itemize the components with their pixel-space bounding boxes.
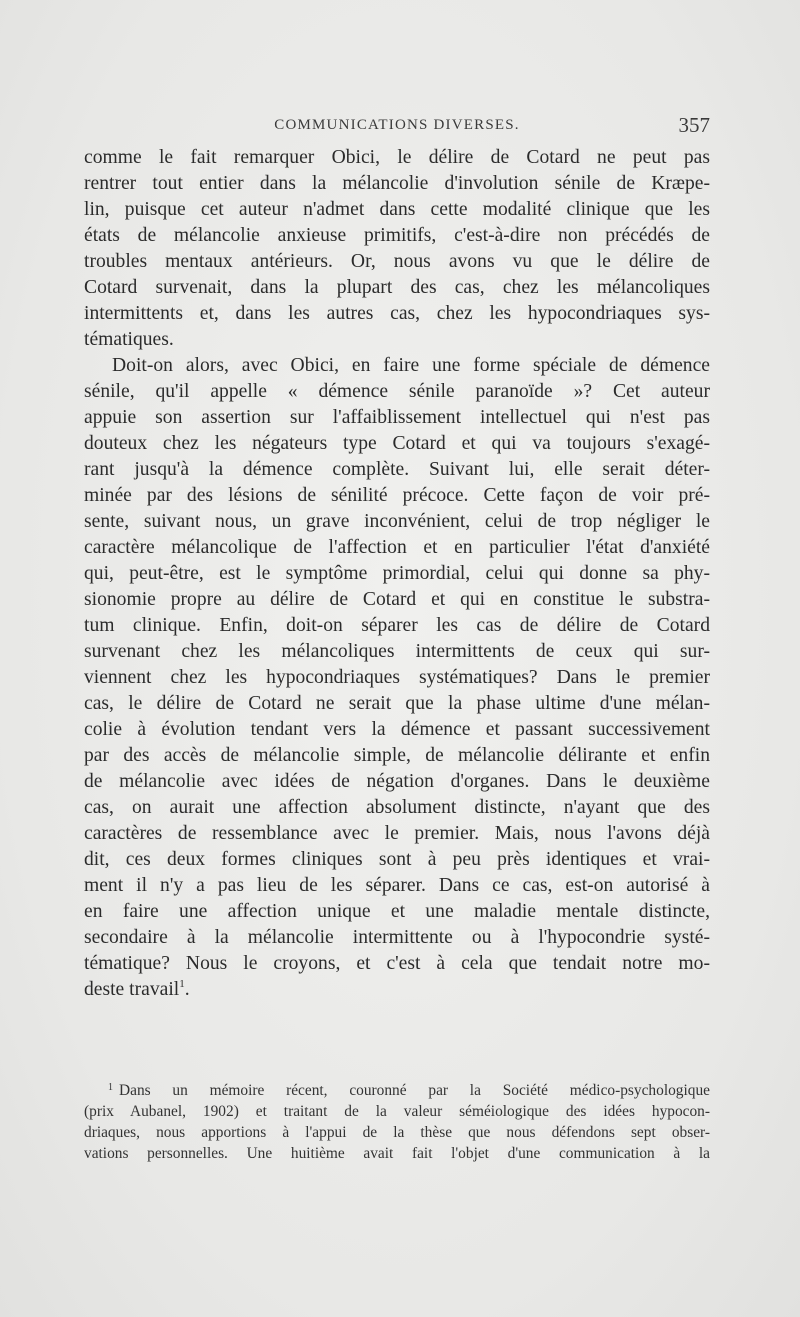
- footnote-line: vations personnelles. Une huitième avait fait l'objet d'une communication à la: [84, 1145, 710, 1162]
- text-line: rentrer tout entier dans la mélancolie d'involution sénile de Kræpe-: [84, 173, 710, 194]
- text-line: rant jusqu'à la démence complète. Suivant lui, elle serait déter-: [84, 459, 710, 480]
- footnote-text: Dans un mémoire récent, couronné par la Société médico-psychologique: [119, 1082, 710, 1099]
- text-line: tématiques.: [84, 329, 174, 350]
- text-line: sénile, qu'il appelle « démence sénile paranoïde »? Cet auteur: [84, 381, 710, 402]
- text-line-final: [84, 977, 710, 1003]
- page-number: 357: [678, 113, 710, 137]
- text-line: en faire une affection unique et une maladie mentale distincte,: [84, 901, 710, 922]
- text-line: tématique? Nous le croyons, et c'est à cela que tendait notre mo-: [84, 953, 710, 974]
- text-line: lin, puisque cet auteur n'admet dans cette modalité clinique que les: [84, 199, 710, 220]
- footnote-line: driaques, nous apportions à l'appui de la thèse que nous défendons sept obser-: [84, 1124, 710, 1141]
- paragraph-1: [84, 145, 710, 353]
- paragraph-2: [84, 353, 710, 1003]
- footnote-1: [84, 1080, 710, 1164]
- text-line: troubles mentaux antérieurs. Or, nous avons vu que le délire de: [84, 251, 710, 272]
- text-line: caractères de ressemblance avec le premier. Mais, nous l'avons déjà: [84, 823, 710, 844]
- text-line: comme le fait remarquer Obici, le délire de Cotard ne peut pas: [84, 147, 710, 168]
- footnote-line: [84, 1080, 710, 1101]
- text-line: minée par des lésions de sénilité précoce. Cette façon de voir pré-: [84, 485, 710, 506]
- body-text: [84, 145, 710, 1003]
- text-line: dit, ces deux formes cliniques sont à peu près identiques et vrai-: [84, 849, 710, 870]
- text-line: Doit-on alors, avec Obici, en faire une forme spéciale de démence: [112, 355, 710, 376]
- text-line: qui, peut-être, est le symptôme primordial, celui qui donne sa phy-: [84, 563, 710, 584]
- text-line: de mélancolie avec idées de négation d'organes. Dans le deuxième: [84, 771, 710, 792]
- text-line: colie à évolution tendant vers la démence et passant successivement: [84, 719, 710, 740]
- text-line: tum clinique. Enfin, doit-on séparer les cas de délire de Cotard: [84, 615, 710, 636]
- footnote-area: [84, 1080, 710, 1164]
- text-line: par des accès de mélancolie simple, de mélancolie délirante et enfin: [84, 745, 710, 766]
- text-line: sente, suivant nous, un grave inconvénient, celui de trop négliger le: [84, 511, 710, 532]
- page-header: [84, 113, 710, 139]
- text-line: survenant chez les mélancoliques intermittents de ceux qui sur-: [84, 641, 710, 662]
- running-head: COMMUNICATIONS DIVERSES.: [274, 117, 520, 133]
- text-line: cas, on aurait une affection absolument distincte, n'ayant que des: [84, 797, 710, 818]
- text-line: caractère mélancolique de l'affection et en particulier l'état d'anxiété: [84, 537, 710, 558]
- text-line: états de mélancolie anxieuse primitifs, c'est-à-dire non précédés de: [84, 225, 710, 246]
- text-line: Cotard survenait, dans la plupart des cas, chez les mélancoliques: [84, 277, 710, 298]
- footnote-line: (prix Aubanel, 1902) et traitant de la valeur séméiologique des idées hypocon-: [84, 1103, 710, 1120]
- text-line: intermittents et, dans les autres cas, chez les hypocondriaques sys-: [84, 303, 710, 324]
- footnote-marker: 1: [108, 1082, 113, 1093]
- text-line: ment il n'y a pas lieu de les séparer. Dans ce cas, est-on autorisé à: [84, 875, 710, 896]
- text-line: secondaire à la mélancolie intermittente ou à l'hypocondrie systé-: [84, 927, 710, 948]
- final-text: deste travail: [84, 979, 180, 1000]
- final-period: .: [184, 979, 190, 1000]
- text-line: viennent chez les hypocondriaques systématiques? Dans le premier: [84, 667, 710, 688]
- text-line: douteux chez les négateurs type Cotard et qui va toujours s'exagé-: [84, 433, 710, 454]
- text-line: appuie son assertion sur l'affaiblissement intellectuel qui n'est pas: [84, 407, 710, 428]
- text-line: cas, le délire de Cotard ne serait que la phase ultime d'une mélan-: [84, 693, 710, 714]
- footnote-reference[interactable]: 1: [179, 978, 185, 990]
- text-line: sionomie propre au délire de Cotard et qui en constitue le substra-: [84, 589, 710, 610]
